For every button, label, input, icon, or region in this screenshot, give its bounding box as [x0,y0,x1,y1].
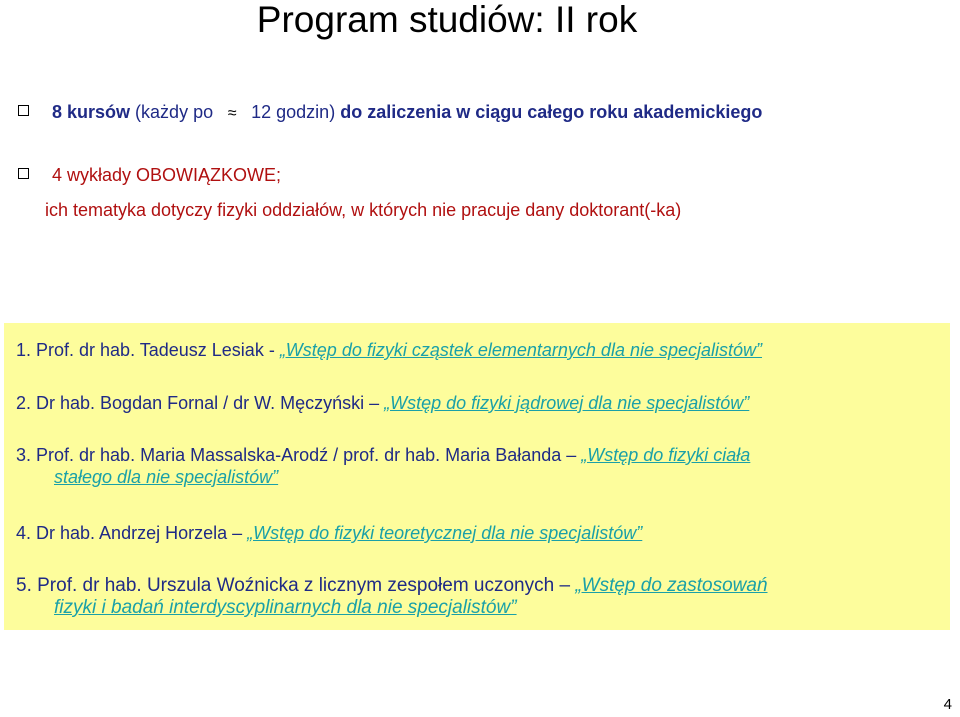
course-link[interactable]: „Wstęp do fizyki teoretycznej dla nie specjalistów” [247,523,643,543]
course-link[interactable]: „Wstęp do fizyki ciała [581,445,751,465]
course-link[interactable]: „Wstęp do fizyki cząstek elementarnych dla nie specjalistów” [279,340,763,360]
course-lead: 4. Dr hab. Andrzej Horzela – [16,523,248,543]
hours-value: 12 godzin) [251,102,336,122]
course-lead: 2. Dr hab. Bogdan Fornal / dr W. Męczyński – [16,393,385,413]
course-lead: 3. Prof. dr hab. Maria Massalska-Arodź / prof. dr hab. Maria Bałanda – [16,445,582,465]
course-link-cont[interactable]: fizyki i badań interdyscyplinarnych dla nie specjalistów” [54,597,517,618]
page-number: 4 [943,696,952,713]
course-item-3 [16,444,750,488]
course-count: 8 kursów [52,102,131,122]
course-lead: 5. Prof. dr hab. Urszula Woźnicka z licznym zespołem uczonych – [16,575,576,596]
checkbox-bullet-icon [18,168,29,179]
course-item-1 [16,339,762,361]
course-lead: 1. Prof. dr hab. Tadeusz Lesiak - [16,340,280,360]
approx-symbol: ≈ [227,105,237,122]
course-item-5 [16,575,768,619]
hours-prefix: (każdy po [135,102,214,122]
checkbox-bullet-icon [18,105,29,116]
slide-title: Program studiów: II rok [256,0,638,40]
courses-box [4,323,950,630]
course-item-4 [16,522,642,544]
course-item-2 [16,392,749,414]
completion-text: do zaliczenia w ciągu całego roku akademickiego [340,102,763,122]
course-link[interactable]: „Wstęp do zastosowań [575,575,768,596]
mandatory-line1: 4 wykłady OBOWIĄZKOWE; [52,165,282,185]
course-link[interactable]: „Wstęp do fizyki jądrowej dla nie specjalistów” [384,393,750,413]
mandatory-line2: ich tematyka dotyczy fizyki oddziałów, w których nie pracuje dany doktorant(-ka) [45,200,682,220]
course-link-cont[interactable]: stałego dla nie specjalistów” [54,467,279,487]
